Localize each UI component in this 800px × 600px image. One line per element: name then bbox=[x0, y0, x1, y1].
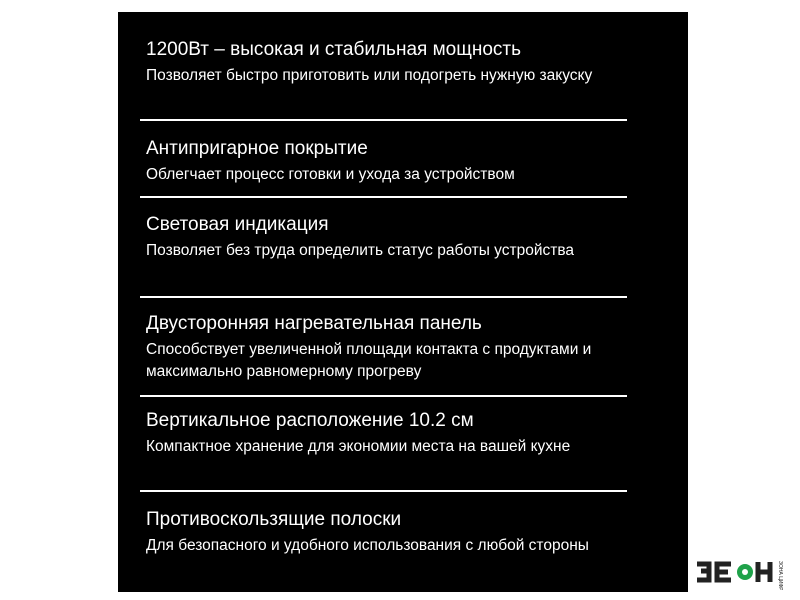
feature-power bbox=[146, 38, 616, 87]
divider bbox=[140, 196, 627, 198]
feature-heating-panel bbox=[146, 312, 616, 383]
feature-vertical-storage bbox=[146, 409, 616, 458]
feature-description: Компактное хранение для экономии места на вашей кухне bbox=[146, 438, 571, 455]
svg-text:ЗОНА ЦИФРЫ: ЗОНА ЦИФРЫ bbox=[777, 561, 783, 590]
feature-nonstick-coating bbox=[146, 137, 616, 186]
feature-title: 1200Вт – высокая и стабильная мощность bbox=[146, 39, 522, 60]
feature-title: Вертикальное расположение 10.2 см bbox=[146, 410, 474, 431]
feature-description: Позволяет быстро приготовить или подогреть нужную закуску bbox=[146, 67, 593, 84]
feature-description: Для безопасного и удобного использования с любой стороны bbox=[146, 537, 589, 554]
divider bbox=[140, 395, 627, 397]
feature-description: Облегчает процесс готовки и ухода за устройством bbox=[146, 166, 515, 183]
feature-light-indication bbox=[146, 213, 616, 262]
feature-title: Двусторонняя нагревательная панель bbox=[146, 313, 482, 334]
feature-antislip-strips bbox=[146, 508, 616, 557]
features-panel bbox=[118, 12, 688, 592]
divider bbox=[140, 490, 627, 492]
divider bbox=[140, 119, 627, 121]
zeon-logo bbox=[695, 556, 787, 590]
feature-description: Способствует увеличенной площади контакта с продуктами и максимально равномерному прогреву bbox=[146, 341, 592, 380]
feature-title: Антипригарное покрытие bbox=[146, 138, 368, 159]
feature-title: Световая индикация bbox=[146, 214, 329, 235]
feature-description: Позволяет без труда определить статус работы устройства bbox=[146, 242, 575, 259]
divider bbox=[140, 296, 627, 298]
feature-title: Противоскользящие полоски bbox=[146, 509, 402, 530]
zeon-logo-mark bbox=[695, 556, 787, 590]
